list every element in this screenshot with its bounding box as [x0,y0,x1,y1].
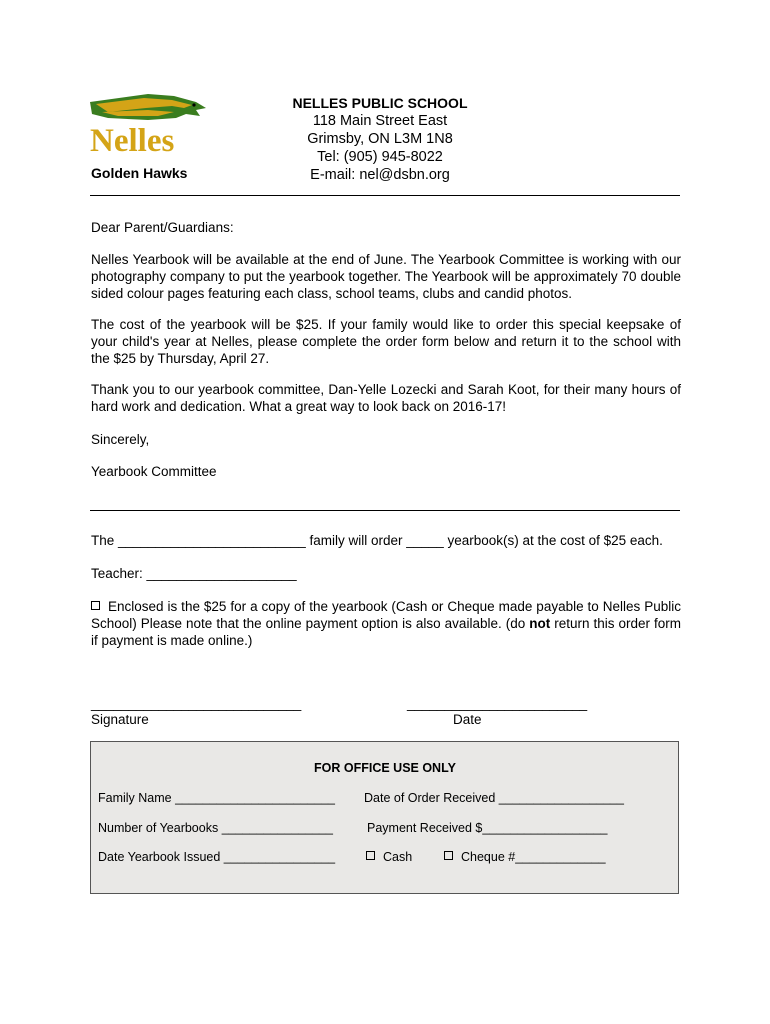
office-date-received[interactable]: Date of Order Received __________________ [364,791,624,805]
phone: Tel: (905) 945-8022 [317,149,443,165]
closing: Sincerely, [91,432,150,447]
office-payment-received[interactable]: Payment Received $__________________ [367,821,608,835]
address-line-2: Grimsby, ON L3M 1N8 [307,131,453,147]
signature-label: Signature [91,712,149,727]
address-line-1: 118 Main Street East [312,113,448,129]
cash-label: Cash [383,850,413,864]
office-cheque-option[interactable] [444,849,606,866]
office-number-yearbooks[interactable]: Number of Yearbooks ________________ [98,821,333,835]
office-cash-option[interactable] [366,849,412,866]
signature-line[interactable]: ____________________________ [91,696,302,711]
logo-wordmark: Nelles [90,123,175,159]
letter-paragraph-2: The cost of the yearbook will be $25. If your family would like to order this special keepsake of your child's year at Nelles, please complete the order form below and return it to the school with the $25 by Thursday, April 27. [91,317,681,366]
teacher-line[interactable]: Teacher: ____________________ [91,566,297,581]
enclosed-text-b: return this order form if payment is made online.) [91,616,681,648]
enclosed-checkbox[interactable] [91,601,100,610]
office-use-title: FOR OFFICE USE ONLY [314,761,456,775]
office-date-issued[interactable]: Date Yearbook Issued ________________ [98,850,336,864]
signoff: Yearbook Committee [91,464,217,479]
enclosed-text-bold: not [529,616,551,631]
letter-paragraph-1: Nelles Yearbook will be available at the end of June. The Yearbook Committee is working with our photography company to put the yearbook together. The Yearbook will be approximately 70 double sided colour pages featuring each class, school teams, clubs and candid photos. [91,252,681,301]
cheque-checkbox[interactable] [444,851,453,860]
header-divider [90,195,680,196]
date-label: Date [453,712,482,727]
enclosed-payment-option[interactable] [91,598,681,649]
school-mascot: Golden Hawks [91,165,188,181]
cheque-label: Cheque #_____________ [461,850,606,864]
enclosed-text-a: Enclosed is the $25 for a copy of the yearbook (Cash or Cheque made payable to Nelles Public School) Please note that the online payment option is also available. (do [91,599,681,631]
salutation: Dear Parent/Guardians: [91,220,234,235]
office-family-name[interactable]: Family Name _______________________ [98,791,335,805]
email: E-mail: nel@dsbn.org [310,167,450,183]
school-name: NELLES PUBLIC SCHOOL [292,95,468,111]
form-divider [90,510,680,511]
family-order-line[interactable]: The _________________________ family will order _____ yearbook(s) at the cost of $25 each. [91,533,663,548]
school-address-block [280,94,480,184]
date-line[interactable]: ________________________ [407,696,588,711]
letter-paragraph-3: Thank you to our yearbook committee, Dan-Yelle Lozecki and Sarah Koot, for their many hours of hard work and dedication. What a great way to look back on 2016-17! [91,382,681,414]
cash-checkbox[interactable] [366,851,375,860]
office-use-box [90,741,679,894]
